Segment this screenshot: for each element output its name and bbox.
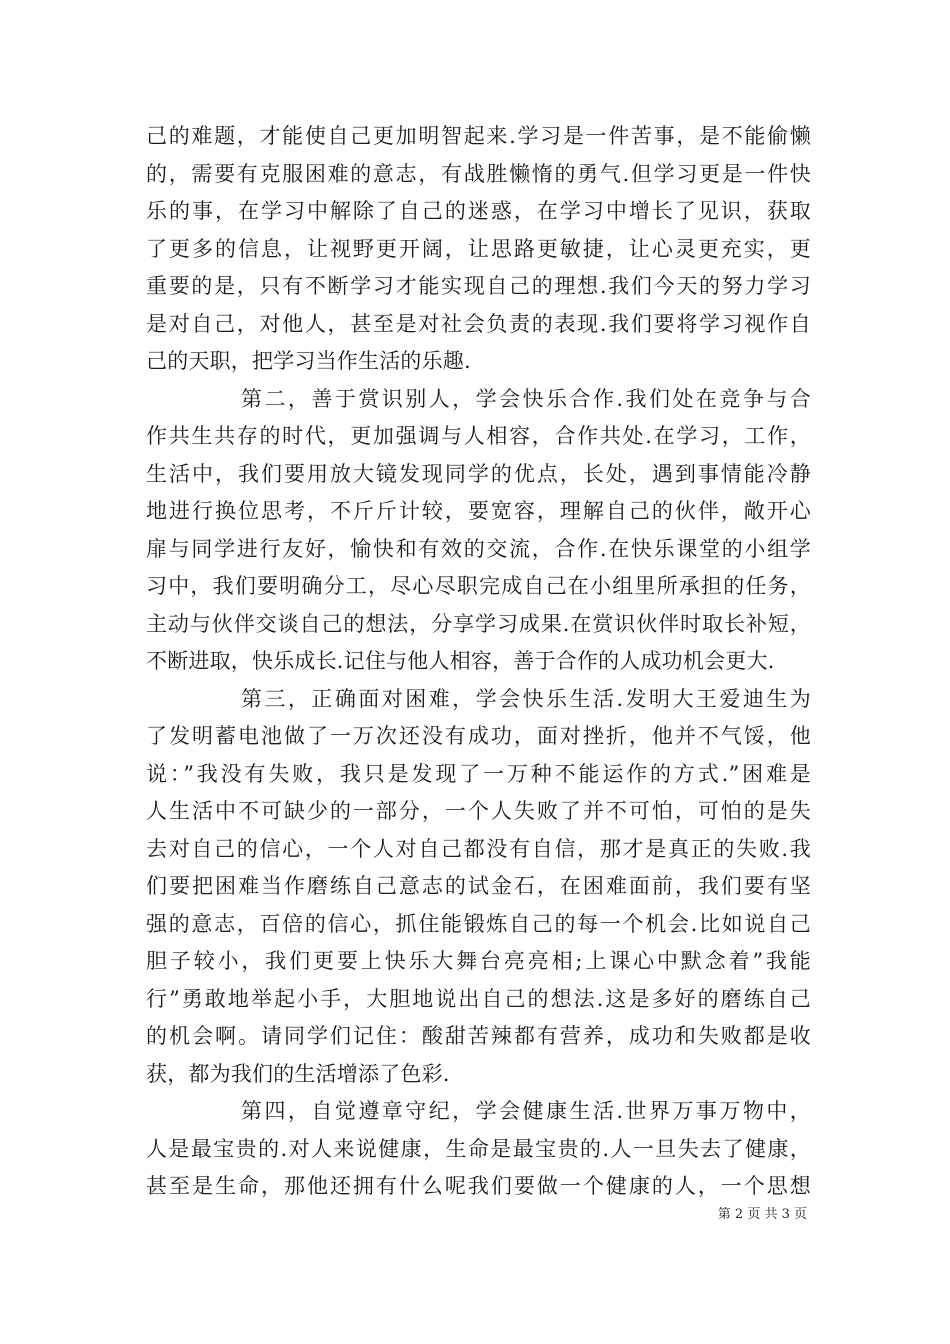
text-line: 重要的是，只有不断学习才能实现自己的理想.我们今天的努力学习	[146, 274, 811, 298]
text-line: 扉与同学进行友好，愉快和有效的交流，合作.在快乐课堂的小组学	[146, 536, 811, 561]
text-line: 强的意志，百倍的信心，抓住能锻炼自己的每一个机会.比如说自己	[146, 911, 811, 936]
text-line: 是对自己，对他人，甚至是对社会负责的表现.我们要将学习视作自	[146, 311, 811, 336]
text-line: 了更多的信息，让视野更开阔，让思路更敏捷，让心灵更充实，更	[146, 236, 811, 261]
text-line: 主动与伙伴交谈自己的想法，分享学习成果.在赏识伙伴时取长补短，	[146, 611, 811, 636]
text-line: 说：”我没有失败，我只是发现了一万种不能运作的方式.”困难是	[146, 761, 811, 786]
text-line: 了发明蓄电池做了一万次还没有成功，面对挫折，他并不气馁，他	[146, 724, 811, 748]
page-number: 第 2 页 共 3 页	[717, 1207, 807, 1222]
document-body	[146, 118, 811, 1206]
paragraph-start-line: 第二，善于赏识别人，学会快乐合作.我们处在竞争与合	[241, 386, 811, 411]
text-line: 不断进取，快乐成长.记住与他人相容，善于合作的人成功机会更大.	[146, 649, 775, 673]
text-line: 乐的事，在学习中解除了自己的迷惑，在学习中增长了见识，获取	[146, 199, 811, 223]
text-line: 作共生共存的时代，更加强调与人相容，合作共处.在学习，工作，	[146, 424, 811, 448]
text-line: 人是最宝贵的.对人来说健康，生命是最宝贵的.人一旦失去了健康，	[146, 1136, 811, 1161]
paragraph-start-line: 第四，自觉遵章守纪，学会健康生活.世界万事万物中，	[241, 1099, 811, 1123]
text-line: 己的天职，把学习当作生活的乐趣.	[146, 349, 471, 373]
text-line: 己的难题，才能使自己更加明智起来.学习是一件苦事，是不能偷懒	[146, 124, 811, 148]
text-line: 们要把困难当作磨练自己意志的试金石，在困难面前，我们要有坚	[146, 874, 811, 898]
text-line: 习中，我们要明确分工，尽心尽职完成自己在小组里所承担的任务，	[146, 574, 811, 598]
text-line: 去对自己的信心，一个人对自己都没有自信，那才是真正的失败.我	[146, 836, 811, 861]
text-line: 地进行换位思考，不斤斤计较，要宽容，理解自己的伙伴，敞开心	[146, 499, 811, 523]
text-line: 生活中，我们要用放大镜发现同学的优点，长处，遇到事情能冷静	[146, 461, 811, 486]
text-line: 的，需要有克服困难的意志，有战胜懒惰的勇气.但学习更是一件快	[146, 161, 811, 186]
text-line: 获，都为我们的生活增添了色彩.	[146, 1061, 450, 1086]
text-line: 甚至是生命，那他还拥有什么呢我们要做一个健康的人，一个思想	[146, 1174, 811, 1198]
text-line: 行”勇敢地举起小手，大胆地说出自己的想法.这是多好的磨练自己	[146, 986, 811, 1011]
text-line: 人生活中不可缺少的一部分，一个人失败了并不可怕，可怕的是失	[146, 799, 811, 823]
text-line: 的机会啊。请同学们记住：酸甜苦辣都有营养，成功和失败都是收	[146, 1024, 811, 1048]
paragraph-start-line: 第三，正确面对困难，学会快乐生活.发明大王爱迪生为	[241, 686, 811, 711]
text-line: 胆子较小，我们更要上快乐大舞台亮亮相;上课心中默念着”我能	[146, 949, 811, 973]
